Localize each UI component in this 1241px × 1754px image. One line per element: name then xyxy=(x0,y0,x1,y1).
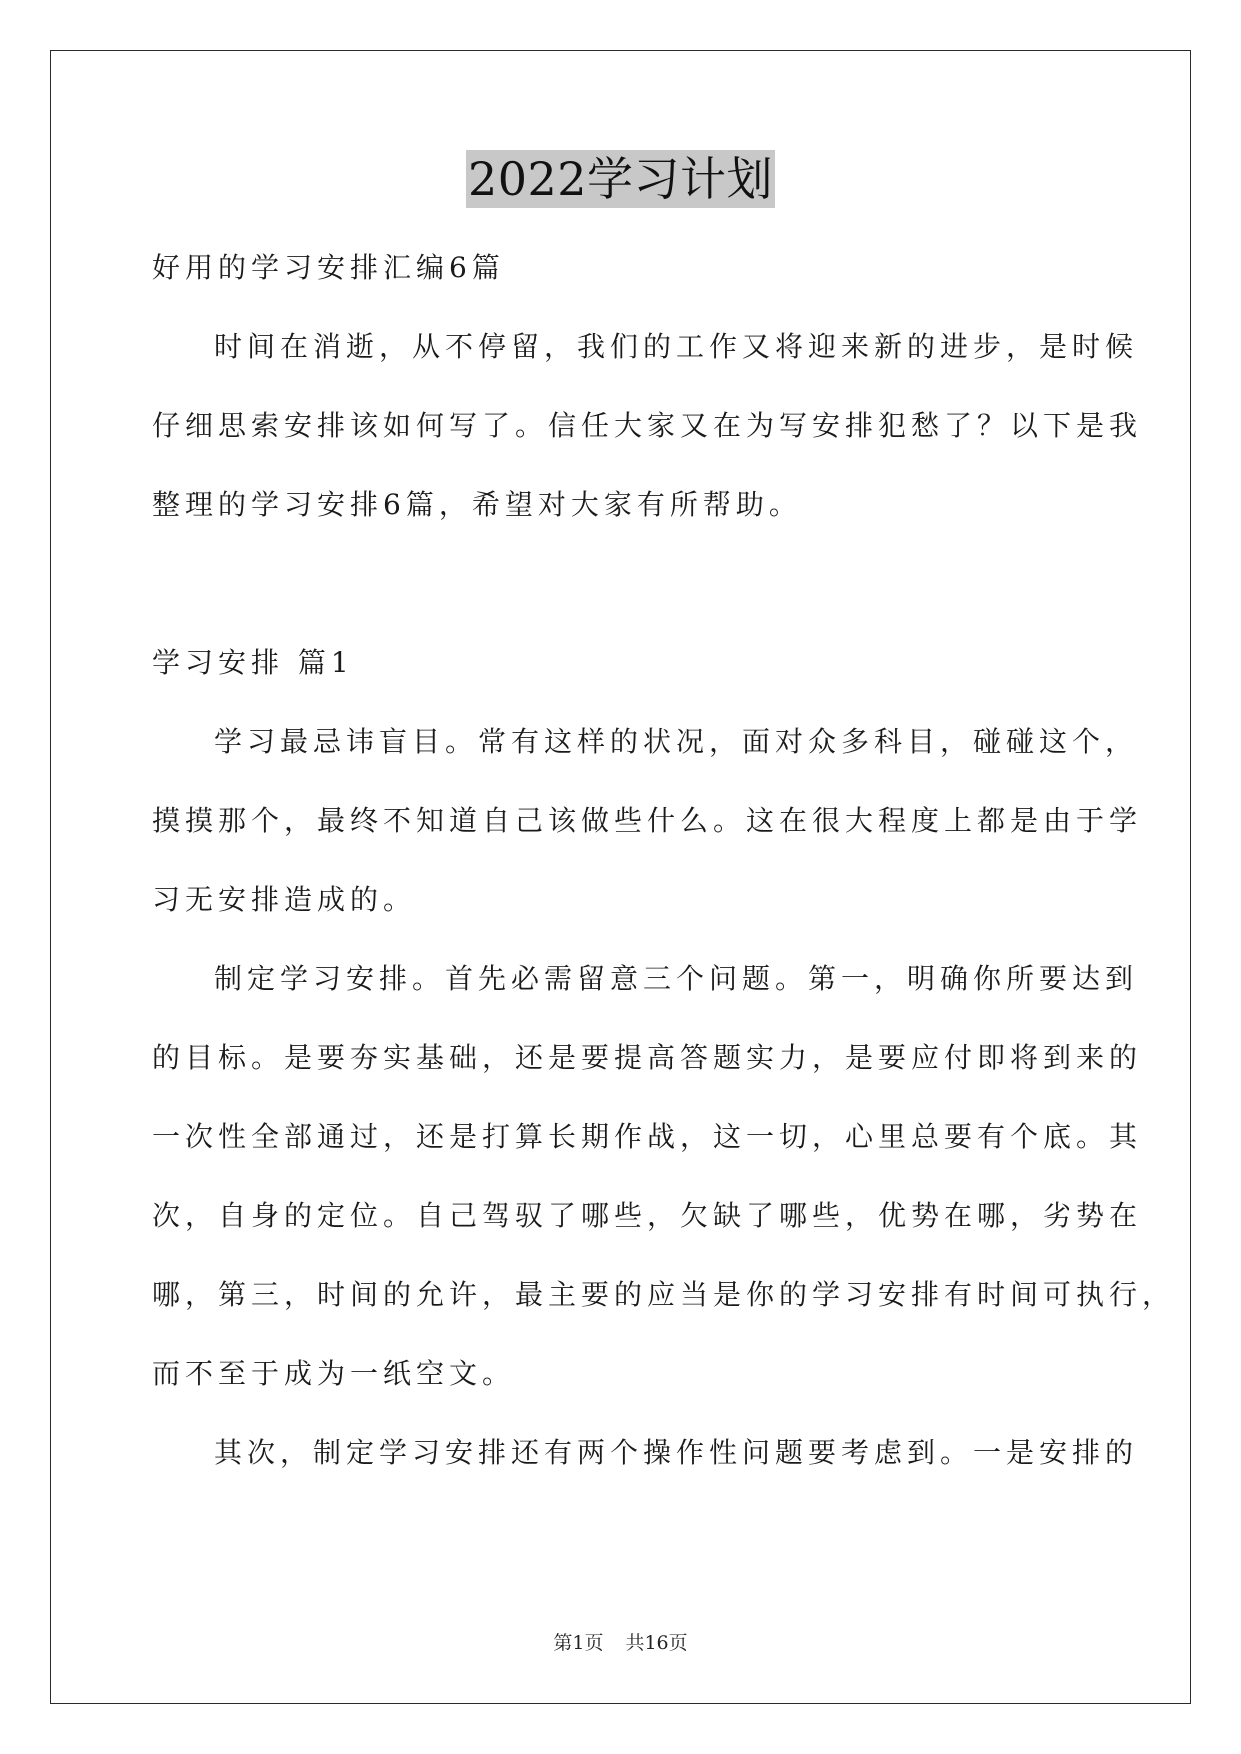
document-title: 2022学习计划 xyxy=(467,152,774,206)
paragraph-line: 制定学习安排。首先必需留意三个问题。第一，明确你所要达到 xyxy=(214,962,1139,995)
intro-line: 整理的学习安排6篇，希望对大家有所帮助。 xyxy=(152,488,802,521)
paragraph-line: 次，自身的定位。自己驾驭了哪些，欠缺了哪些，优势在哪，劣势在 xyxy=(152,1199,1143,1232)
paragraph-line: 习无安排造成的。 xyxy=(152,883,417,916)
paragraph-line: 哪，第三，时间的允许，最主要的应当是你的学习安排有时间可执行， xyxy=(152,1278,1176,1311)
paragraph-line: 而不至于成为一纸空文。 xyxy=(152,1357,516,1390)
paragraph-line: 其次，制定学习安排还有两个操作性问题要考虑到。一是安排的 xyxy=(214,1436,1139,1469)
page-number: 第1页 xyxy=(553,1632,604,1654)
intro-line: 仔细思索安排该如何写了。信任大家又在为写安排犯愁了？以下是我 xyxy=(152,409,1143,442)
section-heading: 学习安排 篇1 xyxy=(152,646,354,679)
paragraph-line: 摸摸那个，最终不知道自己该做些什么。这在很大程度上都是由于学 xyxy=(152,804,1143,837)
paragraph-line: 学习最忌讳盲目。常有这样的状况，面对众多科目，碰碰这个， xyxy=(214,725,1139,758)
document-body xyxy=(152,228,1176,1492)
paragraph-line: 的目标。是要夯实基础，还是要提高答题实力，是要应付即将到来的 xyxy=(152,1041,1143,1074)
page-footer xyxy=(0,1628,1241,1655)
paragraph-line: 一次性全部通过，还是打算长期作战，这一切，心里总要有个底。其 xyxy=(152,1120,1143,1153)
document-subtitle: 好用的学习安排汇编6篇 xyxy=(152,251,505,284)
blank-line xyxy=(152,544,1092,623)
intro-line: 时间在消逝，从不停留，我们的工作又将迎来新的进步，是时候 xyxy=(214,330,1139,363)
title-block xyxy=(0,150,1241,208)
total-pages: 共16页 xyxy=(625,1632,688,1654)
